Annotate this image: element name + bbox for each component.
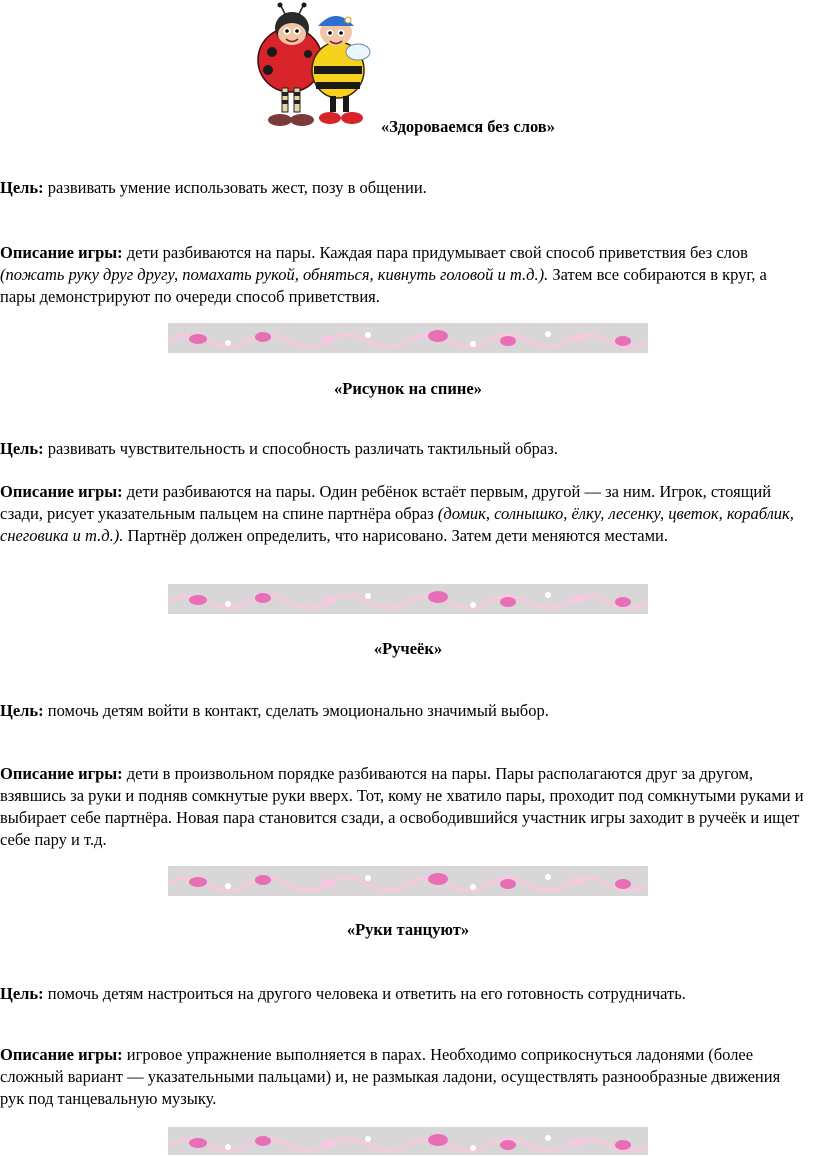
goal-paragraph [0,983,806,1005]
floral-ornament [168,591,648,608]
floral-ornament [168,330,648,347]
description-text: игровое упражнение выполняется в парах. Необходимо соприкоснуться ладонями (более сложный вариант — указательными пальцами) и, не размыкая ладони, осуществлять разнообразные движения рук под танцевальную музыку. [0,1045,781,1108]
goal-label: Цель: [0,984,44,1003]
goal-label: Цель: [0,439,44,458]
goal-label: Цель: [0,178,44,197]
description-paragraph [0,481,806,547]
description-paragraph [0,242,806,308]
description-text: дети в произвольном порядке разбиваются на пары. Пары располагаются друг за другом, взявшись за руки и подняв сомкнутые руки вверх. Тот, кому не хватило пары, проходит под сомкнутыми руками и выбирает себе партнёра. Новая пара становится сзади, а освободившийся участник игры заходит в ручеёк и ищет себе пару и т.д. [0,764,804,849]
game-title: «Здороваемся без слов» [381,117,555,136]
bee-character [312,16,370,124]
description-paragraph [0,763,806,851]
description-paragraph [0,1044,806,1110]
description-label: Описание игры: [0,764,123,783]
description-label: Описание игры: [0,482,123,501]
game-title: «Рисунок на спине» [334,379,482,398]
goal-text: развивать умение использовать жест, позу в общении. [43,178,427,197]
description-label: Описание игры: [0,243,123,262]
floral-ornament [168,873,648,890]
goal-text: развивать чувствительность и способность различать тактильный образ. [43,439,558,458]
description-text: дети разбиваются на пары. Каждая пара придумывает свой способ приветствия без слов [122,243,748,262]
goal-paragraph [0,177,806,199]
floral-divider [168,1127,648,1155]
goal-text: помочь детям войти в контакт, сделать эмоционально значимый выбор. [43,701,549,720]
game-title: «Ручеёк» [373,639,443,658]
ladybug-bee-illustration [250,2,374,132]
floral-ornament [168,1134,648,1151]
goal-text: помочь детям настроиться на другого человека и ответить на его готовность сотрудничать. [43,984,686,1003]
description-label: Описание игры: [0,1045,123,1064]
goal-paragraph [0,700,806,722]
description-text-end: Партнёр должен определить, что нарисовано. Затем дети меняются местами. [123,526,669,545]
floral-divider [168,323,648,353]
game-title: «Руки танцуют» [346,920,470,939]
description-text: дети разбиваются на пары. Один ребёнок встаёт первым, другой — за ним. Игрок, стоящий сзади, рисует указательным пальцем на спине партнёра образ [0,482,772,523]
description-text-end: Затем все собираются в круг, а пары демонстрируют по очереди способ приветствия. [0,265,767,306]
floral-divider [168,584,648,614]
goal-paragraph [0,438,806,460]
description-examples: (домик, солнышко, ёлку, лесенку, цветок, кораблик, снеговика и т.д.). [0,504,794,545]
description-examples: (пожать руку друг другу, помахать рукой, обняться, кивнуть головой и т.д.). [0,265,549,284]
floral-divider [168,866,648,896]
goal-label: Цель: [0,701,44,720]
